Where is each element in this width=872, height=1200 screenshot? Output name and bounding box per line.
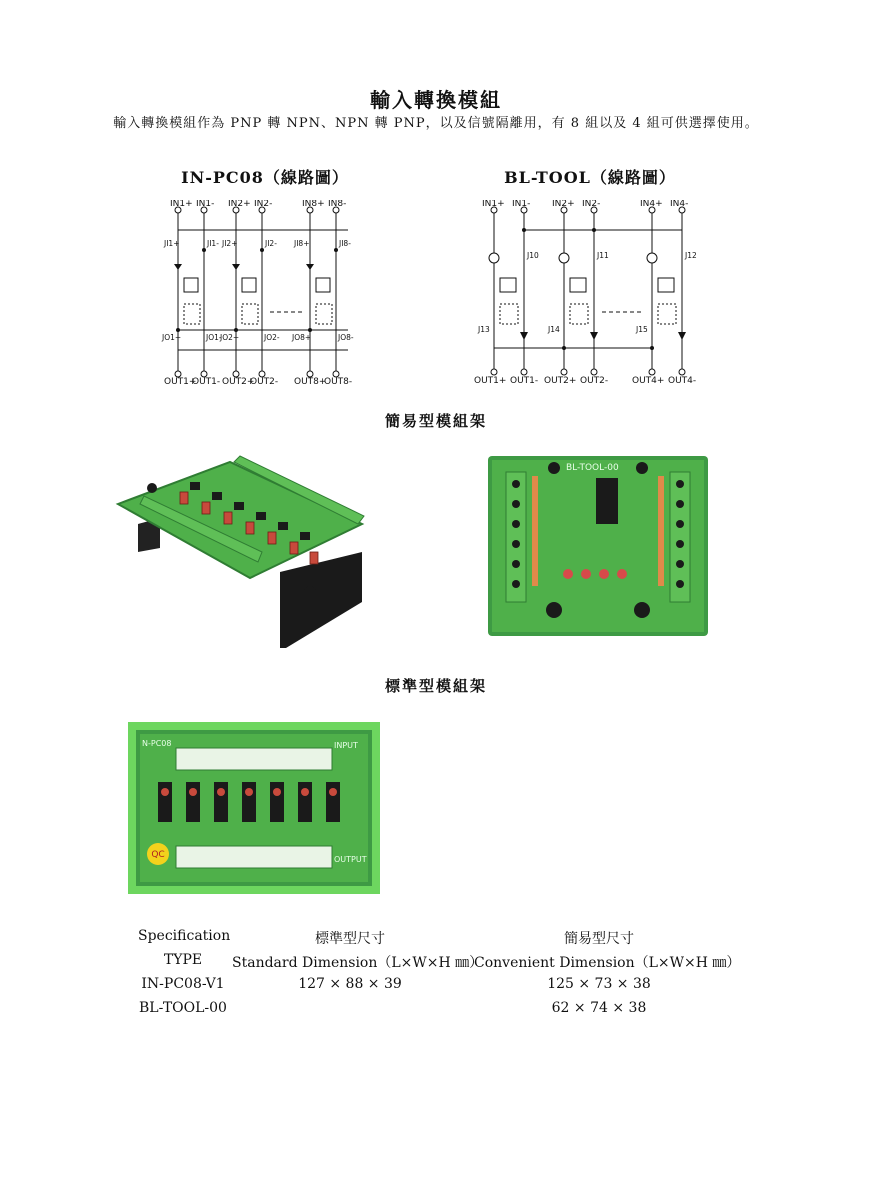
page-intro: 輸入轉換模組作為 PNP 轉 NPN、NPN 轉 PNP，以及信號隔離用，有 8 組以及 4 組可供選擇使用。 <box>113 116 759 131</box>
diagram-left-jumper: JI2+ <box>222 239 238 248</box>
photo-bl-tool-00 <box>488 456 708 638</box>
diagram-right-top-label: IN2+ <box>552 200 575 209</box>
diagram-right-jumper: J12 <box>685 251 697 260</box>
std-input-label: INPUT <box>334 741 358 750</box>
spec-header: 標準型尺寸 <box>315 931 385 947</box>
diagram-left-top-label: IN8+ <box>302 200 325 209</box>
spec-cell: Convenient Dimension（L×W×H ㎜） <box>474 955 741 971</box>
diagram-left-jumper: JO1+ <box>162 333 182 342</box>
circuit-diagram-bl-tool <box>472 200 708 386</box>
diagram-right-jumper: J11 <box>597 251 609 260</box>
diagram-left-jumper: JO2+ <box>220 333 240 342</box>
spec-cell: 62 × 74 × 38 <box>551 1000 647 1016</box>
diagram-left-bottom-label: OUT1- <box>192 377 221 386</box>
spec-cell: BL-TOOL-00 <box>139 1000 227 1016</box>
spec-cell: Standard Dimension（L×W×H ㎜） <box>232 955 484 971</box>
diagram-right-bottom-label: OUT1+ <box>474 376 507 386</box>
diagram-left-jumper: JO8- <box>338 333 354 342</box>
diagram-left-top-label: IN8- <box>328 200 347 209</box>
diagram-right-bottom-label: OUT2- <box>580 376 609 386</box>
diagram-left-jumper: JI8- <box>339 239 351 248</box>
diagram-left-jumper: JI8+ <box>294 239 310 248</box>
diagram-right-top-label: IN2- <box>582 200 601 209</box>
spec-cell: 127 × 88 × 39 <box>298 976 402 992</box>
diagram-right-top-label: IN1+ <box>482 200 505 209</box>
circuit-diagram-in-pc08 <box>158 200 358 386</box>
diagram-right-top-label: IN1- <box>512 200 531 209</box>
diagram-right-bottom-label: OUT2+ <box>544 376 577 386</box>
diagram-left-bottom-label: OUT2- <box>250 377 279 386</box>
diagram-left-bottom-label: OUT8- <box>324 377 353 386</box>
spec-cell: IN-PC08-V1 <box>141 976 225 992</box>
diagram-left-top-label: IN2+ <box>228 200 251 209</box>
diagram-left-bottom-label: OUT1+ <box>164 377 197 386</box>
diagram-right-top-label: IN4+ <box>640 200 663 209</box>
diagram-left-top-label: IN2- <box>254 200 273 209</box>
diagram-right-jumper: J15 <box>636 325 648 334</box>
diagram-right-bottom-label: OUT4- <box>668 376 697 386</box>
bl-tool-board-label: BL-TOOL-00 <box>566 463 619 473</box>
diagram-left-jumper: JI1- <box>207 239 219 248</box>
diagram-right-jumper: J10 <box>527 251 539 260</box>
diagram-left-jumper: JI2- <box>265 239 277 248</box>
diagram-right-top-label: IN4- <box>670 200 689 209</box>
diagram-caption-right: BL-TOOL（線路圖） <box>504 168 676 187</box>
diagram-left-jumper: JO2- <box>264 333 280 342</box>
diagram-caption-left: IN-PC08（線路圖） <box>181 168 349 187</box>
diagram-left-jumper: JO1- <box>206 333 222 342</box>
qc-badge-label: QC <box>151 850 165 860</box>
spec-header: Specification <box>138 928 231 944</box>
diagram-right-jumper: J14 <box>548 325 560 334</box>
spec-table <box>0 928 872 1028</box>
photo-standard-rack <box>128 722 380 894</box>
diagram-right-bottom-label: OUT4+ <box>632 376 665 386</box>
diagram-left-jumper: JI1+ <box>164 239 180 248</box>
diagram-left-jumper: JO8+ <box>292 333 312 342</box>
spec-cell: 125 × 73 × 38 <box>547 976 651 992</box>
std-board-label: N-PC08 <box>142 739 172 748</box>
section-title-simple: 簡易型模組架 <box>384 412 487 430</box>
page-title: 輸入轉換模組 <box>370 88 502 112</box>
photo-in-pc08-simple <box>110 452 380 652</box>
spec-cell: TYPE <box>163 952 203 968</box>
diagram-left-top-label: IN1- <box>196 200 215 209</box>
diagram-right-jumper: J13 <box>478 325 490 334</box>
diagram-left-bottom-label: OUT2+ <box>222 377 255 386</box>
spec-header: 簡易型尺寸 <box>564 931 634 947</box>
section-title-standard: 標準型模組架 <box>384 677 487 695</box>
diagram-left-top-label: IN1+ <box>170 200 193 209</box>
diagram-right-bottom-label: OUT1- <box>510 376 539 386</box>
diagram-left-bottom-label: OUT8+ <box>294 377 327 386</box>
std-output-label: OUTPUT <box>334 855 367 864</box>
